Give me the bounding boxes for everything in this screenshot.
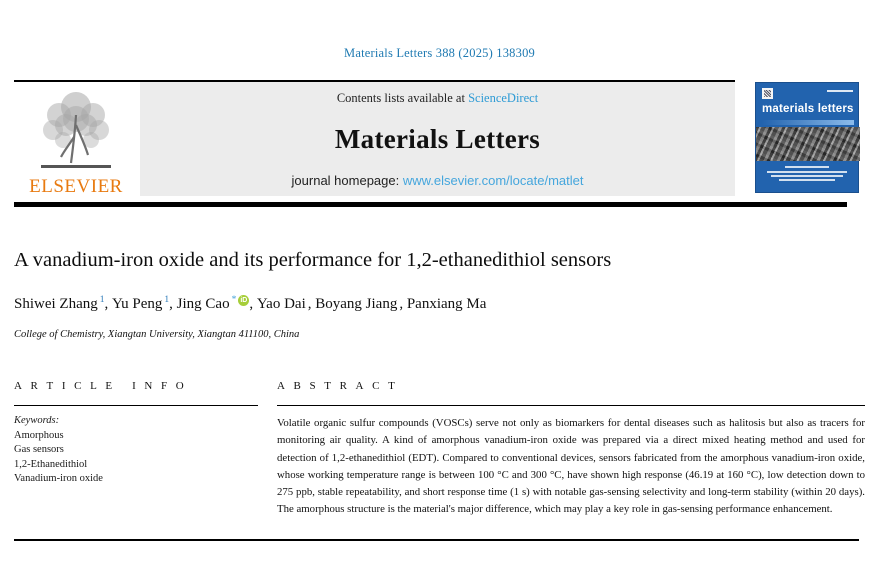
keywords-label: Keywords: <box>14 415 60 426</box>
author-affiliation-ref[interactable]: 1 <box>164 295 170 305</box>
contents-lists-line <box>337 91 538 106</box>
author <box>407 296 489 312</box>
cover-text-line <box>779 179 835 181</box>
bottom-rule <box>14 539 859 541</box>
author <box>257 296 315 312</box>
journal-cover-thumbnail[interactable] <box>755 82 859 193</box>
journal-homepage-link[interactable]: www.elsevier.com/locate/matlet <box>402 173 584 188</box>
author-name: Yao Dai <box>256 296 306 312</box>
contents-lists-text: Contents lists available at <box>336 91 469 105</box>
author <box>14 296 112 312</box>
elsevier-logo[interactable] <box>16 85 136 197</box>
elsevier-tree-icon <box>16 85 136 175</box>
journal-header-band <box>140 82 735 196</box>
affiliation: College of Chemistry, Xiangtan University, Xiangtan 411100, China <box>14 329 300 340</box>
article-info-section <box>14 380 258 484</box>
abstract-rule <box>277 405 865 406</box>
cover-elsevier-logo-box <box>762 88 773 99</box>
cover-issn-text <box>827 90 853 92</box>
section-divider-bar <box>14 202 847 207</box>
author-name: Jing Cao <box>176 296 230 312</box>
author <box>177 296 257 312</box>
homepage-line <box>292 173 584 188</box>
author-affiliation-ref[interactable]: 1 <box>99 295 105 305</box>
keyword-item: Amorphous <box>14 429 64 441</box>
author <box>315 296 407 312</box>
author <box>112 296 177 312</box>
article-title: A vanadium-iron oxide and its performance for 1,2-ethanedithiol sensors <box>14 249 612 271</box>
abstract-section <box>277 380 865 519</box>
orcid-icon[interactable]: iD <box>240 297 248 304</box>
abstract-heading: A B S T R A C T <box>277 380 399 392</box>
authors-line <box>14 295 854 313</box>
author-name: Boyang Jiang <box>315 296 398 312</box>
keyword-item: 1,2-Ethanedithiol <box>14 458 88 470</box>
keyword-item: Vanadium-iron oxide <box>14 473 103 484</box>
article-info-heading: A R T I C L E I N F O <box>14 380 188 392</box>
cover-text-line <box>785 166 829 168</box>
cover-gradient-band <box>762 120 854 125</box>
keyword-item: Gas sensors <box>14 444 64 455</box>
author-name: Shiwei Zhang <box>14 296 98 312</box>
abstract-text: Volatile organic sulfur compounds (VOSCs) serve not only as biomarkers for dental diseases such as halitosis but also as tracers for monitoring air quality. A kind of amorphous vanadium-iron oxide was prepared via a direct mixed heating method and used for detection of 1,2-ethanedithiol (EDT). Compared to conventional devices, sensors fabricated from the amorphous vanadium-iron oxide, whose working temperature range is between 100 °C and 300 °C, have shown high response (46.19 at 160 °C), low detection down to 275 ppb, stable repeatability, and short response time (1 s) with notable gas-sensing selectivity and long-term stability (within 20 days). The amorphous structure is the material's major difference, which may play a key role in gas-sensing performance enhancement. <box>277 417 865 516</box>
homepage-label: journal homepage: <box>291 173 403 188</box>
journal-title: Materials Letters <box>334 124 541 154</box>
author-name: Panxiang Ma <box>406 296 487 312</box>
cover-sem-image <box>756 127 860 161</box>
elsevier-wordmark: ELSEVIER <box>29 176 123 197</box>
cover-text-line <box>771 175 843 177</box>
article-info-rule <box>14 405 258 406</box>
corresponding-author-asterisk[interactable]: * <box>231 295 237 305</box>
cover-text-line <box>767 171 847 173</box>
cover-title: materials letters <box>762 103 854 115</box>
citation-line[interactable]: Materials Letters 388 (2025) 138309 <box>344 46 535 60</box>
author-name: Yu Peng <box>112 296 163 312</box>
sciencedirect-link[interactable]: ScienceDirect <box>468 91 539 105</box>
